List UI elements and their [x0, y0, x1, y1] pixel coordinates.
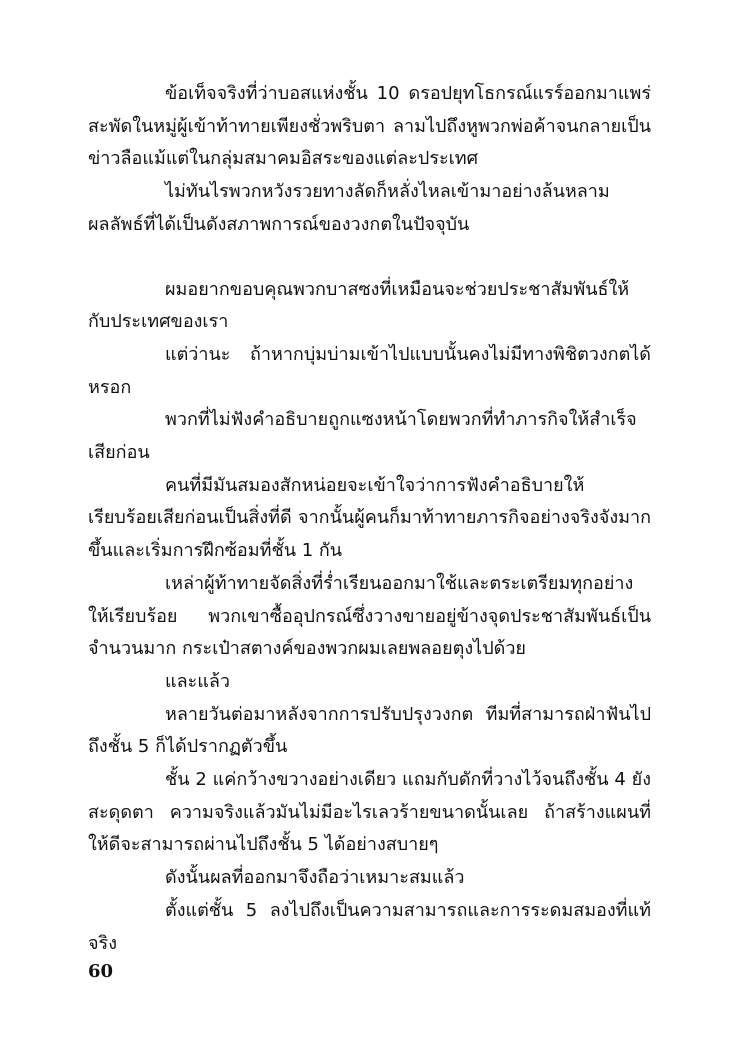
paragraph-10: ชั้น 2 แค่กว้างขวางอย่างเดียว แถมกับดักที่วางไว้จนถึงชั้น 4 ยังสะดุดตา ความจริงแล้วมันไม่มีอะไรเลวร้ายขนาดนั้นเลย ถ้าสร้างแผนที่ให้ดีจะสามารถผ่านไปถึงชั้น 5 ได้อย่างสบายๆ — [88, 769, 651, 856]
paragraph-12: ตั้งแต่ชั้น 5 ลงไปถึงเป็นความสามารถและการระดมสมองที่แท้จริง — [88, 899, 651, 954]
paragraph-3: ผมอยากขอบคุณพวกบาสซงที่เหมือนจะช่วยประชาสัมพันธ์ให้กับประเทศของเรา — [88, 278, 630, 333]
paragraph-9: หลายวันต่อมาหลังจากการปรับปรุงวงกต ทีมที่สามารถฝ่าฟันไปถึงชั้น 5 ก็ได้ปรากฏตัวขึ้น — [88, 703, 651, 758]
paragraph-4: แต่ว่านะ ถ้าหากบุ่มบ่ามเข้าไปแบบนั้นคงไม่มีทางพิชิตวงกตได้หรอก — [88, 343, 651, 398]
paragraph-11: ดังนั้นผลที่ออกมาจึงถือว่าเหมาะสมแล้ว — [165, 867, 465, 889]
paragraph-6: คนที่มีมันสมองสักหน่อยจะเข้าใจว่าการฟังคำอธิบายให้เรียบร้อยเสียก่อนเป็นสิ่งที่ดี จากนั้นผู้คนก็มาท้าทายภารกิจอย่างจริงจังมากขึ้นและเริ่มการฝึกซ้อมที่ชั้น 1 กัน — [88, 474, 651, 562]
paragraph-8: และแล้ว — [165, 670, 231, 692]
body-text — [88, 78, 651, 960]
page-number: 60 — [88, 961, 114, 982]
paragraph-7: เหล่าผู้ท้าทายจัดสิ่งที่ร่ำเรียนออกมาใช้และตระเตรียมทุกอย่างให้เรียบร้อย พวกเขาซื้ออุปกรณ์ซึ่งวางขายอยู่ข้างจุดประชาสัมพันธ์เป็นจำนวนมาก กระเป๋าสตางค์ของพวกผมเลยพลอยตุงไปด้วย — [88, 572, 651, 660]
paragraph-1: ข้อเท็จจริงที่ว่าบอสแห่งชั้น 10 ดรอปยุทโธกรณ์แรร์ออกมาแพร่สะพัดในหมู่ผู้เข้าท้าทายเพียงชั่วพริบตา ลามไปถึงหูพวกพ่อค้าจนกลายเป็นข่าวลือแม้แต่ในกลุ่มสมาคมอิสระของแต่ละประเทศ — [88, 83, 651, 170]
paragraph-5: พวกที่ไม่ฟังคำอธิบายถูกแซงหน้าโดยพวกที่ทำภารกิจให้สำเร็จเสียก่อน — [88, 409, 637, 464]
paragraph-2: ไม่ทันไรพวกหวังรวยทางลัดก็หลั่งไหลเข้ามาอย่างล้นหลาม ผลลัพธ์ที่ได้เป็นดังสภาพการณ์ของวงกตในปัจจุบัน — [88, 181, 610, 235]
